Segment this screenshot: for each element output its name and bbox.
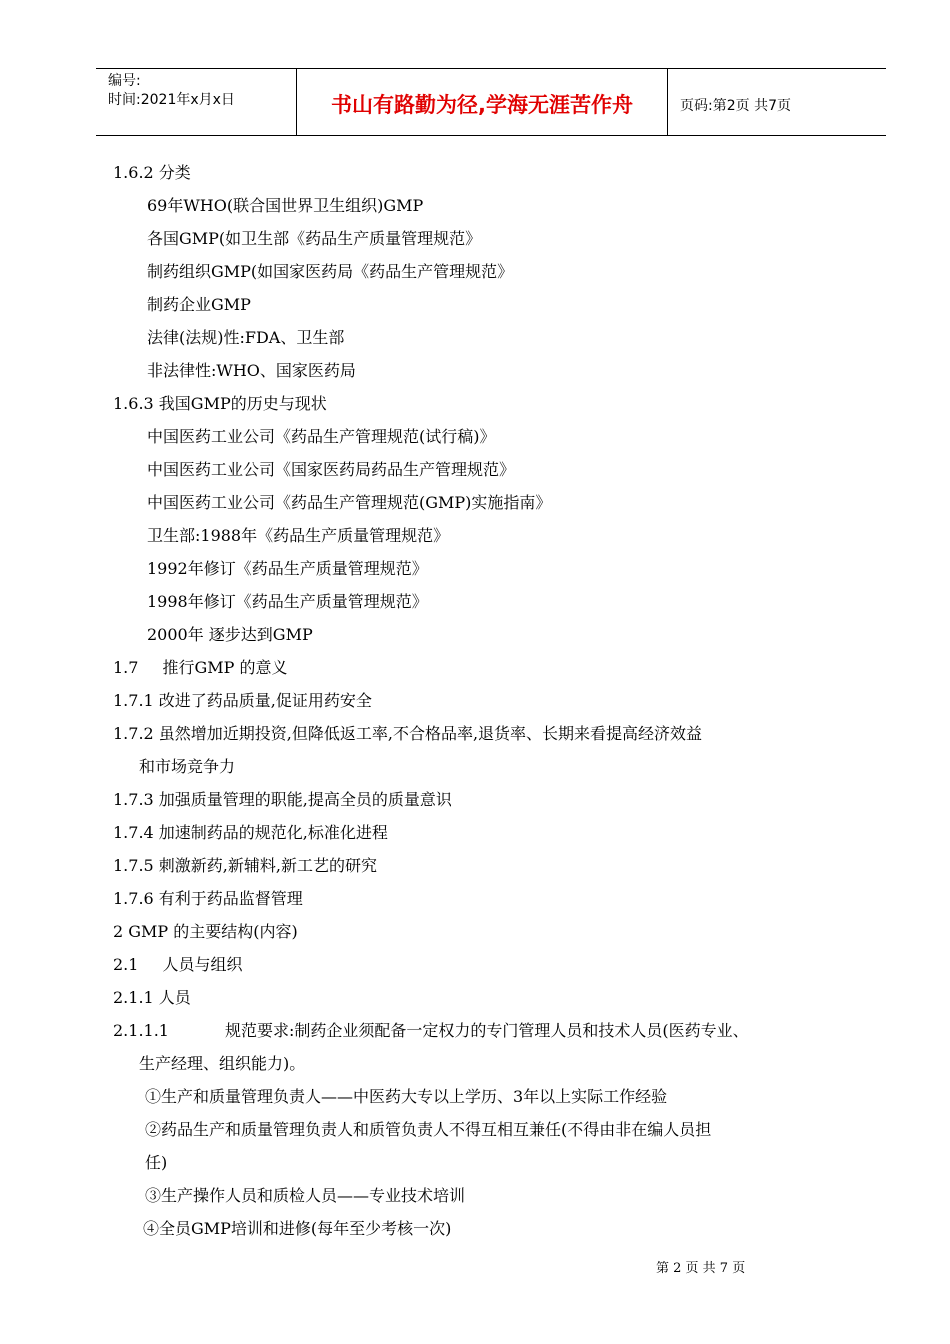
paragraph: 1.7.4 加速制药品的规范化,标准化进程 — [113, 823, 388, 842]
list-item: 中国医药工业公司《药品生产管理规范(GMP)实施指南》 — [147, 493, 552, 512]
heading-2-1 — [113, 948, 873, 981]
list-item: 1998年修订《药品生产质量管理规范》 — [147, 592, 428, 611]
header-motto: 书山有路勤为径,学海无涯苦作舟 — [297, 69, 668, 135]
header-page-info: 页码:第2页 共7页 — [680, 98, 791, 114]
list-item: 各国GMP(如卫生部《药品生产质量管理规范》 — [147, 229, 482, 248]
list-item: 制药组织GMP(如国家医药局《药品生产管理规范》 — [147, 262, 514, 281]
list-item: 法律(法规)性:FDA、卫生部 — [147, 328, 345, 347]
list-item: 中国医药工业公司《药品生产管理规范(试行稿)》 — [147, 427, 496, 446]
page-header — [96, 68, 886, 136]
list-item: 2000年 逐步达到GMP — [147, 625, 313, 644]
document-body — [113, 156, 873, 1245]
heading-2: 2 GMP 的主要结构(内容) — [113, 922, 298, 941]
section-number: 2.1.1.1 — [113, 1021, 169, 1040]
heading-1-7 — [113, 651, 873, 684]
paragraph: 1.7.2 虽然增加近期投资,但降低返工率,不合格品率,退货率、长期来看提高经济效益 — [113, 724, 703, 743]
list-item: ③生产操作人员和质检人员——专业技术培训 — [145, 1186, 466, 1205]
list-item: ①生产和质量管理负责人——中医药大专以上学历、3年以上实际工作经验 — [145, 1087, 668, 1106]
list-item: 卫生部:1988年《药品生产质量管理规范》 — [147, 526, 450, 545]
list-item: 1992年修订《药品生产质量管理规范》 — [147, 559, 428, 578]
paragraph-continuation: 和市场竞争力 — [139, 757, 236, 776]
number-label: 编号: — [108, 73, 141, 89]
footer-page-number: 第 2 页 共 7 页 — [656, 1261, 746, 1276]
header-meta — [96, 69, 297, 135]
list-item: ④全员GMP培训和进修(每年至少考核一次) — [143, 1219, 452, 1238]
paragraph: 1.7.1 改进了药品质量,促证用药安全 — [113, 691, 372, 710]
section-number: 2.1 — [113, 955, 139, 974]
time-label: 时间:2021年x月x日 — [108, 92, 235, 108]
list-item: 非法律性:WHO、国家医药局 — [147, 361, 356, 380]
list-item: ②药品生产和质量管理负责人和质管负责人不得互相互兼任(不得由非在编人员担 — [145, 1120, 712, 1139]
page-footer — [0, 1257, 950, 1276]
section-title: 推行GMP 的意义 — [162, 658, 288, 677]
section-title: 人员与组织 — [162, 955, 243, 974]
paragraph: 1.7.3 加强质量管理的职能,提高全员的质量意识 — [113, 790, 452, 809]
paragraph-continuation: 生产经理、组织能力)。 — [139, 1054, 306, 1073]
heading-1-6-3: 1.6.3 我国GMP的历史与现状 — [113, 394, 327, 413]
list-item: 中国医药工业公司《国家医药局药品生产管理规范》 — [147, 460, 516, 479]
paragraph: 1.7.5 刺激新药,新辅料,新工艺的研究 — [113, 856, 377, 875]
heading-2-1-1: 2.1.1 人员 — [113, 988, 191, 1007]
heading-1-6-2: 1.6.2 分类 — [113, 163, 191, 182]
paragraph: 1.7.6 有利于药品监督管理 — [113, 889, 303, 908]
paragraph — [113, 1014, 873, 1047]
list-item: 69年WHO(联合国世界卫生组织)GMP — [147, 196, 424, 215]
section-number: 1.7 — [113, 658, 139, 677]
list-item: 制药企业GMP — [147, 295, 251, 314]
list-item-continuation: 任) — [145, 1153, 168, 1172]
section-text: 规范要求:制药企业须配备一定权力的专门管理人员和技术人员(医药专业、 — [224, 1021, 749, 1040]
